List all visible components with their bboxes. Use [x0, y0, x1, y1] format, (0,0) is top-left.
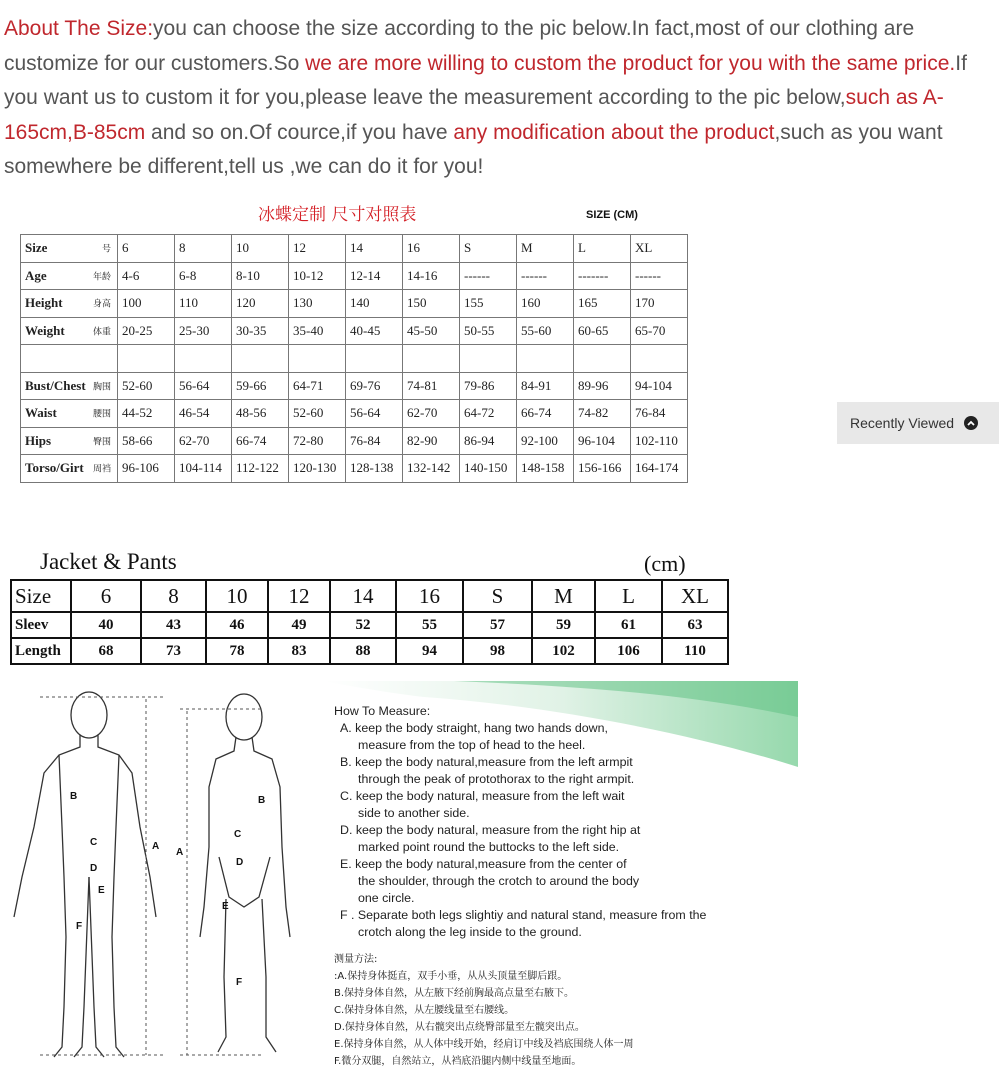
- size-chart-cell: 30-35: [232, 317, 289, 345]
- size-chart-cell: 140-150: [460, 455, 517, 483]
- fig-label-a-female: A: [176, 847, 184, 858]
- size-chart-cell: 66-74: [232, 427, 289, 455]
- jacket-pants-cell: 12: [268, 580, 330, 612]
- size-chart-cell: 6: [118, 235, 175, 263]
- row-label-text: Bust/Chest: [25, 377, 86, 393]
- jacket-pants-cell: 78: [206, 638, 268, 664]
- size-chart-cell: 64-71: [289, 372, 346, 400]
- how-to-cn-line: F.微分双腿，自然站立，从裆底沿腿内侧中线量至地面。: [334, 1056, 582, 1067]
- size-chart-cell: 74-81: [403, 372, 460, 400]
- jacket-pants-cell: 43: [141, 612, 206, 638]
- jacket-pants-row: [11, 638, 728, 664]
- row-label-text: Weight: [25, 322, 65, 338]
- size-chart-cell: 69-76: [346, 372, 403, 400]
- size-chart-unit: SIZE (CM): [586, 209, 638, 221]
- size-chart-cell: 8-10: [232, 262, 289, 290]
- size-chart-cell: -------: [574, 262, 631, 290]
- size-chart-title: 冰蝶定制 尺寸对照表: [258, 205, 417, 225]
- size-chart-cell: S: [460, 235, 517, 263]
- size-chart-cell: 6-8: [175, 262, 232, 290]
- intro-highlight-2: such as A-165cm,B-85cm: [4, 86, 944, 144]
- size-chart-cell: 128-138: [346, 455, 403, 483]
- intro-paragraph: [4, 12, 994, 185]
- how-to-line: through the peak of protothorax to the right armpit.: [358, 772, 635, 786]
- how-to-line: crotch along the leg inside to the ground.: [358, 925, 582, 939]
- jacket-pants-cell: S: [463, 580, 532, 612]
- intro-text-2: If you want us to custom it for you,please leave the measurement according to the pic below,: [4, 51, 967, 109]
- jacket-pants-row-label: Sleev: [11, 612, 71, 638]
- intro-text-1: you can choose the size according to the pic below.In fact,most of our clothing are customize for our customers.So: [4, 17, 915, 75]
- size-chart-cell: 65-70: [631, 317, 688, 345]
- size-chart-cell: 150: [403, 290, 460, 318]
- intro-text-3: and so on.Of cource,if you have: [145, 120, 454, 144]
- jacket-pants-unit: (cm): [644, 551, 686, 576]
- size-chart-cell: 82-90: [403, 427, 460, 455]
- size-chart-cell: 40-45: [346, 317, 403, 345]
- jacket-pants-cell: 40: [71, 612, 141, 638]
- size-chart-cell: ------: [631, 262, 688, 290]
- size-chart-row-label: [21, 345, 118, 373]
- jacket-pants-cell: 61: [595, 612, 662, 638]
- size-chart-cell: [118, 345, 175, 373]
- size-chart-row: [21, 345, 688, 373]
- row-label-cn: 臀围: [92, 437, 111, 448]
- size-chart-row-label: [21, 290, 118, 318]
- size-chart-cell: [631, 345, 688, 373]
- size-chart-cell: 86-94: [460, 427, 517, 455]
- recently-viewed-label: Recently Viewed: [850, 415, 955, 431]
- row-label-cn: 年龄: [92, 272, 111, 283]
- jacket-pants-cell: L: [595, 580, 662, 612]
- size-chart-cell: [460, 345, 517, 373]
- size-chart-row-label: [21, 235, 118, 263]
- size-chart-cell: 12: [289, 235, 346, 263]
- size-chart-cell: 25-30: [175, 317, 232, 345]
- size-chart-cell: 66-74: [517, 400, 574, 428]
- size-chart-cell: 10: [232, 235, 289, 263]
- size-chart-cell: 104-114: [175, 455, 232, 483]
- size-chart-cell: 12-14: [346, 262, 403, 290]
- fig-label-e-female: E: [222, 901, 229, 912]
- how-to-line: F . Separate both legs slightiy and natural stand, measure from the: [340, 908, 707, 922]
- how-to-line: B. keep the body natural,measure from the left armpit: [340, 755, 633, 769]
- size-chart-cell: 96-106: [118, 455, 175, 483]
- jacket-pants-cell: 68: [71, 638, 141, 664]
- jacket-pants-cell: 88: [330, 638, 396, 664]
- size-chart-cell: 120: [232, 290, 289, 318]
- fig-label-b-female: B: [258, 795, 266, 806]
- size-chart-cell: 94-104: [631, 372, 688, 400]
- size-chart-cell: 79-86: [460, 372, 517, 400]
- size-chart-row: [21, 372, 688, 400]
- fig-label-e-male: E: [98, 885, 105, 896]
- size-chart-cell: XL: [631, 235, 688, 263]
- size-chart-cell: 92-100: [517, 427, 574, 455]
- row-label-text: Torso/Girt: [25, 460, 84, 476]
- size-chart-cell: [346, 345, 403, 373]
- how-to-measure: [334, 703, 706, 1070]
- size-chart-cell: 52-60: [289, 400, 346, 428]
- fig-label-f-female: F: [236, 977, 243, 988]
- jacket-pants-cell: 57: [463, 612, 532, 638]
- size-chart-cell: 148-158: [517, 455, 574, 483]
- size-chart-row: [21, 290, 688, 318]
- how-to-line: D. keep the body natural, measure from the right hip at: [340, 823, 641, 837]
- row-label-text: Age: [25, 267, 47, 283]
- row-label-text: Hips: [25, 432, 52, 448]
- size-chart-cell: 35-40: [289, 317, 346, 345]
- size-chart-cell: 62-70: [175, 427, 232, 455]
- jacket-pants-cell: 98: [463, 638, 532, 664]
- jacket-pants-row: [11, 612, 728, 638]
- size-chart-cell: 44-52: [118, 400, 175, 428]
- how-to-title: How To Measure:: [334, 704, 431, 718]
- size-chart-row-label: [21, 427, 118, 455]
- jacket-pants-cell: 94: [396, 638, 463, 664]
- jacket-pants-cell: 110: [662, 638, 728, 664]
- row-label-cn: 身高: [92, 299, 111, 310]
- size-chart-cell: 56-64: [175, 372, 232, 400]
- size-chart-cell: 59-66: [232, 372, 289, 400]
- how-to-line: one circle.: [358, 891, 415, 905]
- size-chart-cell: [403, 345, 460, 373]
- size-chart-cell: [232, 345, 289, 373]
- size-chart-cell: [574, 345, 631, 373]
- size-chart-cell: 4-6: [118, 262, 175, 290]
- size-chart-cell: 110: [175, 290, 232, 318]
- how-to-cn-line: :A.保持身体挺直，双手小垂，从从头顶量至脚后跟。: [334, 971, 568, 982]
- how-to-cn-line: E.保持身体自然，从人体中线开始，经肩订中线及裆底围绕人体一周: [334, 1039, 634, 1050]
- size-chart-cell: 52-60: [118, 372, 175, 400]
- size-chart-cell: [289, 345, 346, 373]
- fig-label-d-male: D: [90, 863, 98, 874]
- size-chart-row-label: [21, 317, 118, 345]
- size-chart-cell: 96-104: [574, 427, 631, 455]
- size-chart-row-label: [21, 262, 118, 290]
- size-chart-row-label: [21, 455, 118, 483]
- size-chart-row-label: [21, 372, 118, 400]
- size-chart-cell: 20-25: [118, 317, 175, 345]
- size-chart-table: [20, 234, 688, 483]
- how-to-line: side to another side.: [358, 806, 470, 820]
- size-chart-cell: 155: [460, 290, 517, 318]
- size-chart-cell: ------: [460, 262, 517, 290]
- row-label-cn: 体重: [92, 327, 111, 338]
- size-chart-cell: 74-82: [574, 400, 631, 428]
- size-chart-cell: L: [574, 235, 631, 263]
- jacket-pants-cell: 10: [206, 580, 268, 612]
- size-chart-cell: 48-56: [232, 400, 289, 428]
- jacket-pants-cell: 63: [662, 612, 728, 638]
- size-chart-cell: 14-16: [403, 262, 460, 290]
- size-chart-cell: 58-66: [118, 427, 175, 455]
- jacket-pants-title: Jacket & Pants: [40, 549, 177, 574]
- jacket-pants-cell: 102: [532, 638, 595, 664]
- how-to-line: A. keep the body straight, hang two hands down,: [340, 721, 608, 735]
- how-to-line: E. keep the body natural,measure from the center of: [340, 857, 627, 871]
- size-chart-cell: [175, 345, 232, 373]
- size-chart-cell: 112-122: [232, 455, 289, 483]
- how-to-cn-line: C.保持身体自然，从左腰线量至右腰线。: [334, 1005, 515, 1016]
- jacket-pants-cell: 59: [532, 612, 595, 638]
- jacket-pants-row: [11, 580, 728, 612]
- how-to-cn-title: 测量方法:: [334, 954, 378, 965]
- intro-highlight-3: any modification about the product: [453, 120, 775, 144]
- size-chart-cell: 120-130: [289, 455, 346, 483]
- size-chart-cell: 165: [574, 290, 631, 318]
- size-chart-row: [21, 262, 688, 290]
- row-label-cn: 号: [101, 244, 111, 255]
- size-chart-row-label: [21, 400, 118, 428]
- row-label-cn: 周裆: [92, 464, 111, 475]
- recently-viewed-button[interactable]: [837, 402, 999, 444]
- jacket-pants-row-label: Length: [11, 638, 71, 664]
- size-chart-cell: 62-70: [403, 400, 460, 428]
- size-chart-cell: [517, 345, 574, 373]
- size-chart-cell: 14: [346, 235, 403, 263]
- size-chart-cell: 46-54: [175, 400, 232, 428]
- size-chart-cell: 170: [631, 290, 688, 318]
- jacket-pants-cell: XL: [662, 580, 728, 612]
- jacket-pants-cell: 55: [396, 612, 463, 638]
- size-chart-cell: 160: [517, 290, 574, 318]
- size-chart-cell: 16: [403, 235, 460, 263]
- jacket-pants-cell: 16: [396, 580, 463, 612]
- size-chart-cell: 8: [175, 235, 232, 263]
- fig-label-c-male: C: [90, 837, 98, 848]
- size-chart-row: [21, 235, 688, 263]
- size-chart-cell: 10-12: [289, 262, 346, 290]
- fig-label-c-female: C: [234, 829, 242, 840]
- size-chart-cell: 132-142: [403, 455, 460, 483]
- size-chart-cell: 72-80: [289, 427, 346, 455]
- intro-heading: About The Size:: [4, 17, 154, 40]
- chevron-up-icon: [964, 416, 978, 430]
- size-chart-cell: 64-72: [460, 400, 517, 428]
- how-to-line: the shoulder, through the crotch to around the body: [358, 874, 640, 888]
- fig-label-d-female: D: [236, 857, 244, 868]
- jacket-pants-cell: 83: [268, 638, 330, 664]
- size-chart-cell: 56-64: [346, 400, 403, 428]
- fig-label-f-male: F: [76, 921, 83, 932]
- size-chart-cell: 89-96: [574, 372, 631, 400]
- fig-label-b-male: B: [70, 791, 78, 802]
- size-chart-cell: 164-174: [631, 455, 688, 483]
- jacket-pants-cell: M: [532, 580, 595, 612]
- size-chart-row: [21, 427, 688, 455]
- row-label-cn: 腰围: [92, 409, 111, 420]
- size-chart-row: [21, 317, 688, 345]
- jacket-pants-cell: 49: [268, 612, 330, 638]
- size-chart-cell: 55-60: [517, 317, 574, 345]
- size-chart-cell: M: [517, 235, 574, 263]
- size-chart-cell: 102-110: [631, 427, 688, 455]
- jacket-pants-cell: 46: [206, 612, 268, 638]
- size-chart-cell: 100: [118, 290, 175, 318]
- how-to-line: measure from the top of head to the heel.: [358, 738, 586, 752]
- jacket-pants-cell: 73: [141, 638, 206, 664]
- intro-highlight-1: we are more willing to custom the product for you with the same price.: [305, 51, 956, 75]
- jacket-pants-cell: 52: [330, 612, 396, 638]
- fig-label-a-male: A: [152, 841, 160, 852]
- size-chart-cell: 84-91: [517, 372, 574, 400]
- row-label-cn: 胸围: [92, 382, 111, 393]
- row-label-text: Waist: [25, 405, 57, 421]
- row-label-text: Height: [25, 295, 63, 311]
- size-chart-cell: ------: [517, 262, 574, 290]
- how-to-cn-line: D.保持身体自然，从右髋突出点绕臀部量至左髋突出点。: [334, 1022, 585, 1033]
- size-chart-cell: 76-84: [346, 427, 403, 455]
- size-chart-row: [21, 455, 688, 483]
- jacket-pants-row-label: Size: [11, 580, 71, 612]
- size-chart-cell: 76-84: [631, 400, 688, 428]
- row-label-text: Size: [25, 240, 48, 256]
- intro-text-4: ,such as you want somewhere be different,tell us ,we can do it for you!: [4, 120, 943, 178]
- size-chart-cell: 50-55: [460, 317, 517, 345]
- how-to-line: C. keep the body natural, measure from the left wait: [340, 789, 625, 803]
- jacket-pants-cell: 6: [71, 580, 141, 612]
- jacket-pants-cell: 8: [141, 580, 206, 612]
- jacket-pants-table: [10, 579, 729, 665]
- jacket-pants-cell: 106: [595, 638, 662, 664]
- size-chart-cell: 45-50: [403, 317, 460, 345]
- size-chart-cell: 130: [289, 290, 346, 318]
- size-chart-cell: 140: [346, 290, 403, 318]
- size-chart-row: [21, 400, 688, 428]
- how-to-cn-line: B.保持身体自然，从左腋下经前胸最高点量至右腋下。: [334, 988, 575, 999]
- how-to-line: marked point round the buttocks to the left side.: [358, 840, 620, 854]
- size-chart-cell: 156-166: [574, 455, 631, 483]
- size-chart-cell: 60-65: [574, 317, 631, 345]
- jacket-pants-cell: 14: [330, 580, 396, 612]
